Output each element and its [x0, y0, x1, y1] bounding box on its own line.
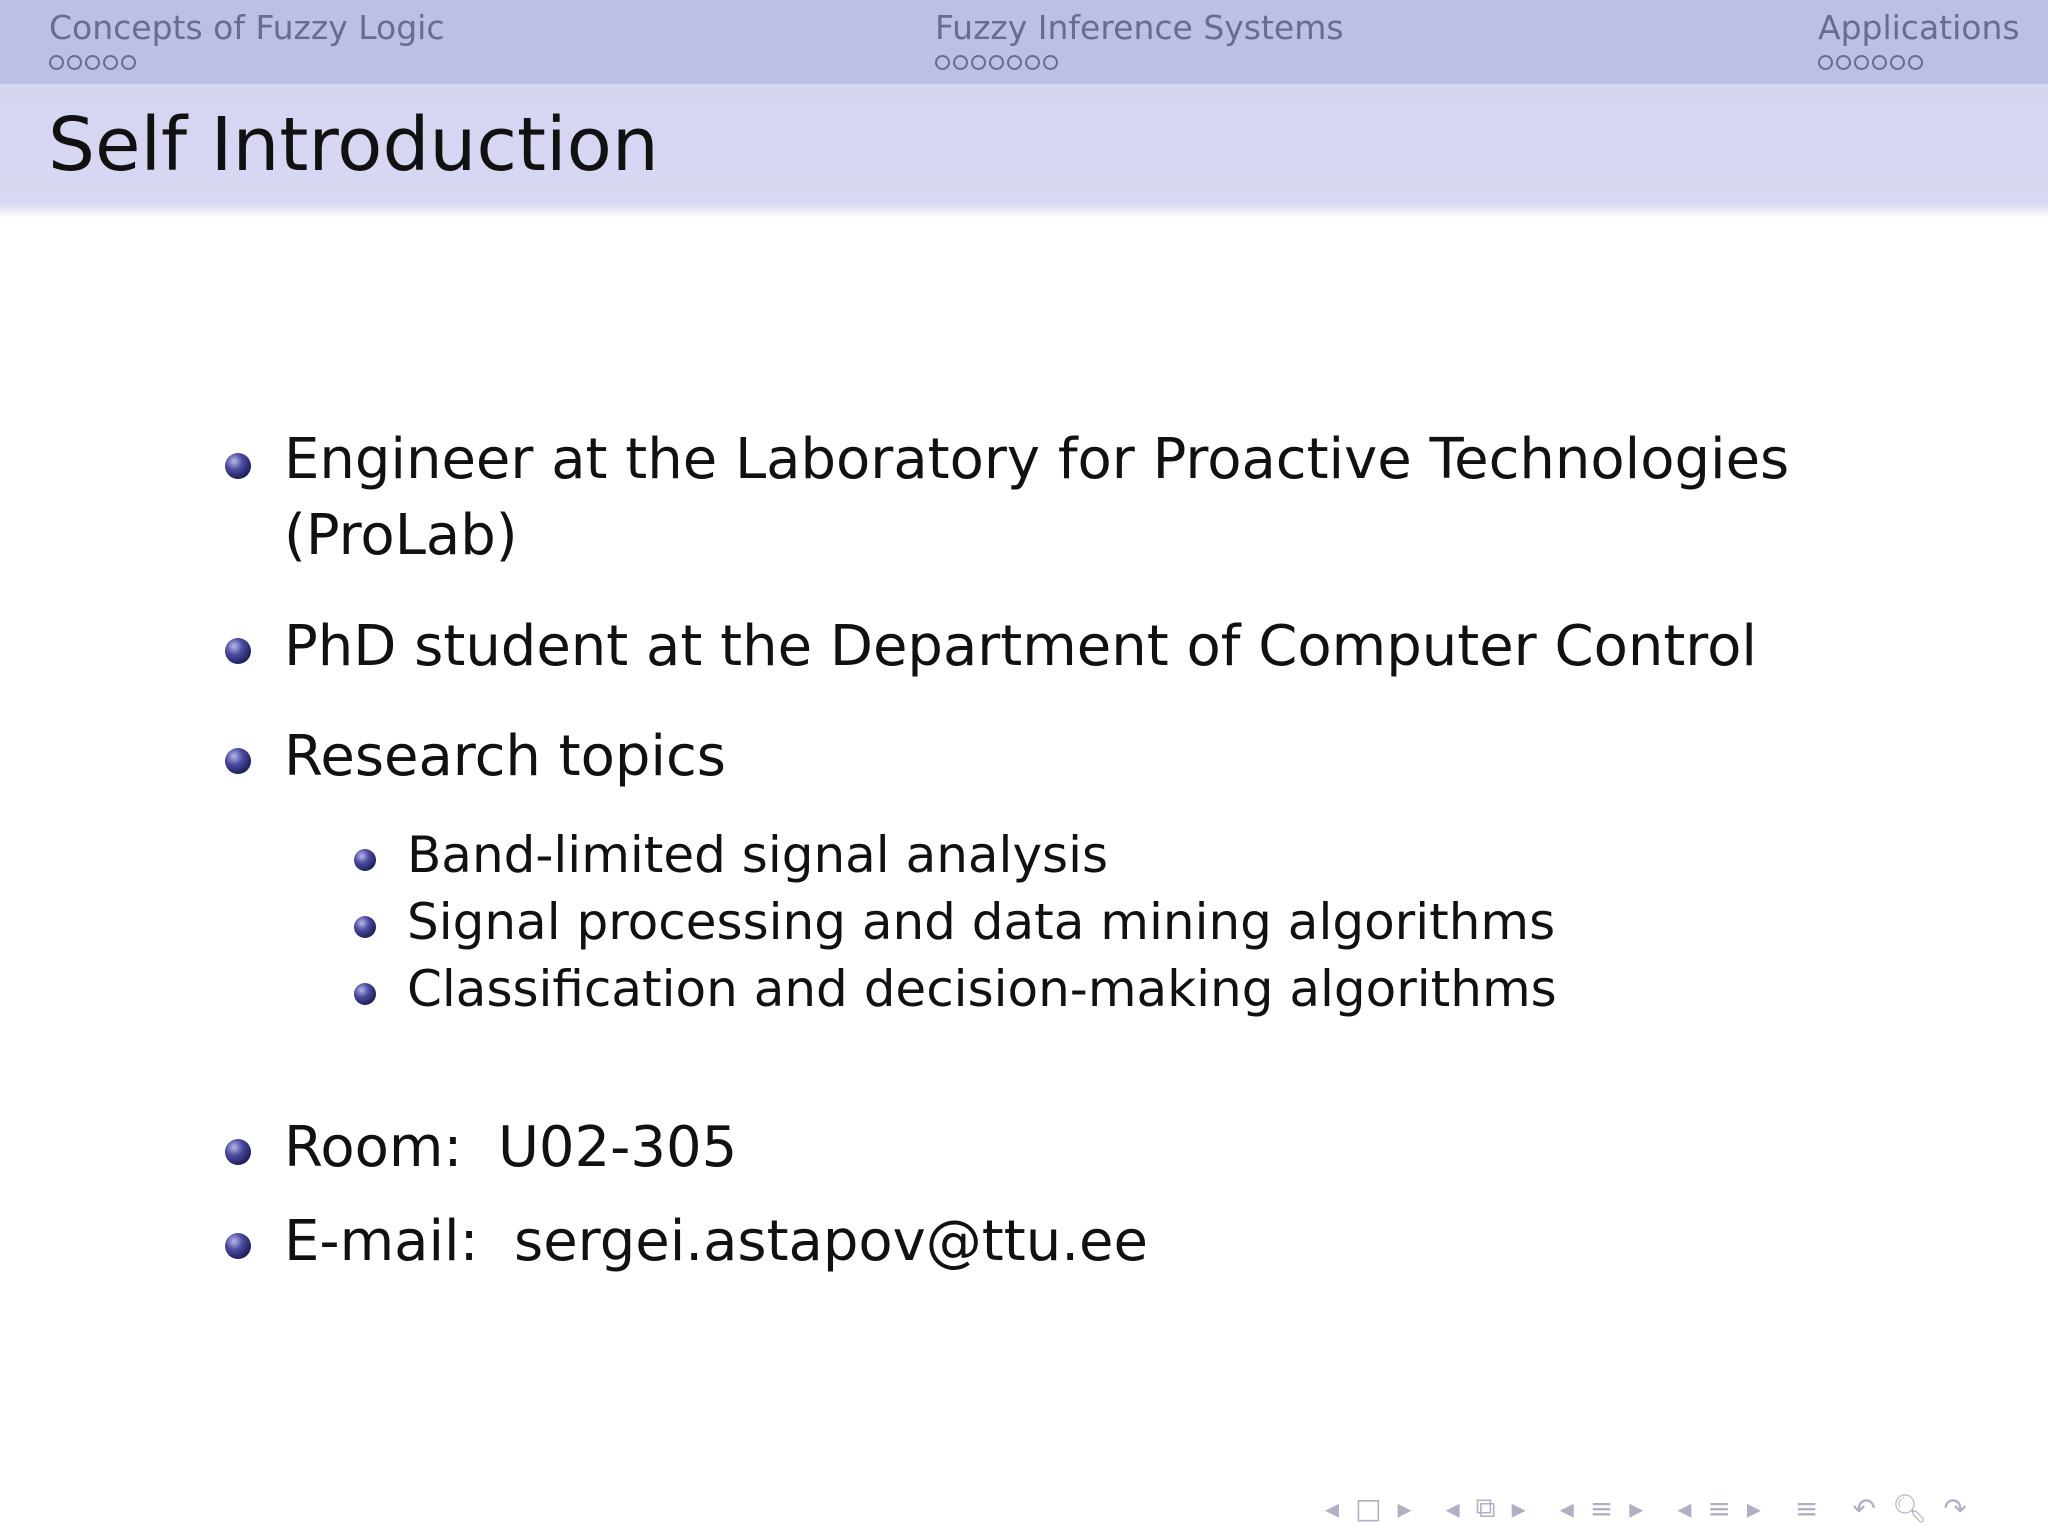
nav-dot[interactable] [935, 55, 950, 70]
nav-dot[interactable] [1908, 55, 1923, 70]
nav-dot[interactable] [953, 55, 968, 70]
subframe-icon[interactable]: ⧉ [1475, 1491, 1496, 1524]
nav-dot[interactable] [1854, 55, 1869, 70]
prev-subsection-icon[interactable]: ◂ [1677, 1491, 1692, 1525]
list-item [284, 422, 1789, 574]
sub-list-item: Band-limited signal analysis [407, 826, 1109, 884]
nav-dot[interactable] [103, 55, 118, 70]
list-item [284, 719, 726, 795]
prev-section-icon[interactable]: ◂ [1559, 1491, 1574, 1525]
nav-dots [935, 52, 1344, 72]
bullet-icon [225, 453, 251, 479]
nav-dot[interactable] [85, 55, 100, 70]
page-title: Self Introduction [48, 102, 659, 188]
nav-dot[interactable] [1872, 55, 1887, 70]
next-section-icon[interactable]: ▸ [1629, 1491, 1644, 1525]
nav-section-fis[interactable] [935, 8, 1344, 72]
nav-dot[interactable] [1043, 55, 1058, 70]
bullet-icon [225, 638, 251, 664]
search-icon[interactable]: 🔍︎ [1891, 1491, 1928, 1525]
list-item-text: Room: U02-305 [284, 1115, 738, 1180]
forward-icon[interactable]: ↷ [1943, 1491, 1967, 1525]
nav-dot[interactable] [67, 55, 82, 70]
nav-dot[interactable] [1836, 55, 1851, 70]
bullet-icon [225, 748, 251, 774]
bullet-icon [354, 849, 376, 871]
list-item [284, 609, 1757, 685]
nav-section-concepts[interactable] [49, 8, 444, 72]
bullet-icon [225, 1233, 251, 1259]
nav-section-applications[interactable] [1818, 8, 2020, 72]
nav-dots [1818, 52, 2020, 72]
nav-dot[interactable] [971, 55, 986, 70]
nav-dot[interactable] [989, 55, 1004, 70]
back-icon[interactable]: ↶ [1852, 1491, 1876, 1525]
nav-dot[interactable] [1818, 55, 1833, 70]
nav-section-label: Applications [1818, 8, 2020, 47]
frame-icon[interactable]: □ [1355, 1491, 1382, 1525]
list-item [284, 1110, 737, 1186]
prev-subframe-icon[interactable]: ◂ [1445, 1491, 1460, 1525]
next-subframe-icon[interactable]: ▸ [1511, 1491, 1526, 1525]
bullet-icon [354, 916, 376, 938]
nav-dots [49, 52, 444, 72]
subsection-icon[interactable]: ≡ [1707, 1491, 1731, 1525]
list-item-text: Research topics [284, 724, 726, 789]
list-item-text: (ProLab) [284, 503, 518, 568]
headline-bar [0, 0, 2048, 84]
list-item-text: Engineer at the Laboratory for Proactive Technologies [284, 427, 1790, 492]
nav-dot[interactable] [1890, 55, 1905, 70]
next-frame-icon[interactable]: ▸ [1397, 1491, 1412, 1525]
section-icon[interactable]: ≡ [1589, 1491, 1614, 1525]
nav-dot[interactable] [1007, 55, 1022, 70]
nav-dot[interactable] [121, 55, 136, 70]
list-item-text: PhD student at the Department of Computer Control [284, 614, 1757, 679]
toc-icon[interactable]: ≡ [1794, 1491, 1819, 1525]
list-item-text: E-mail: sergei.astapov@ttu.ee [284, 1209, 1148, 1274]
nav-section-label: Fuzzy Inference Systems [935, 8, 1344, 47]
nav-dot[interactable] [1025, 55, 1040, 70]
bullet-icon [354, 983, 376, 1005]
sub-list-item: Signal processing and data mining algorithms [407, 893, 1556, 951]
navigation-symbols [1325, 1488, 1983, 1528]
list-item [284, 1204, 1148, 1280]
frame-title-shadow [0, 204, 2048, 218]
prev-frame-icon[interactable]: ◂ [1325, 1491, 1340, 1525]
nav-dot[interactable] [49, 55, 64, 70]
next-subsection-icon[interactable]: ▸ [1746, 1491, 1761, 1525]
sub-list-item: Classification and decision-making algorithms [407, 960, 1557, 1018]
bullet-icon [225, 1139, 251, 1165]
nav-section-label: Concepts of Fuzzy Logic [49, 8, 445, 47]
